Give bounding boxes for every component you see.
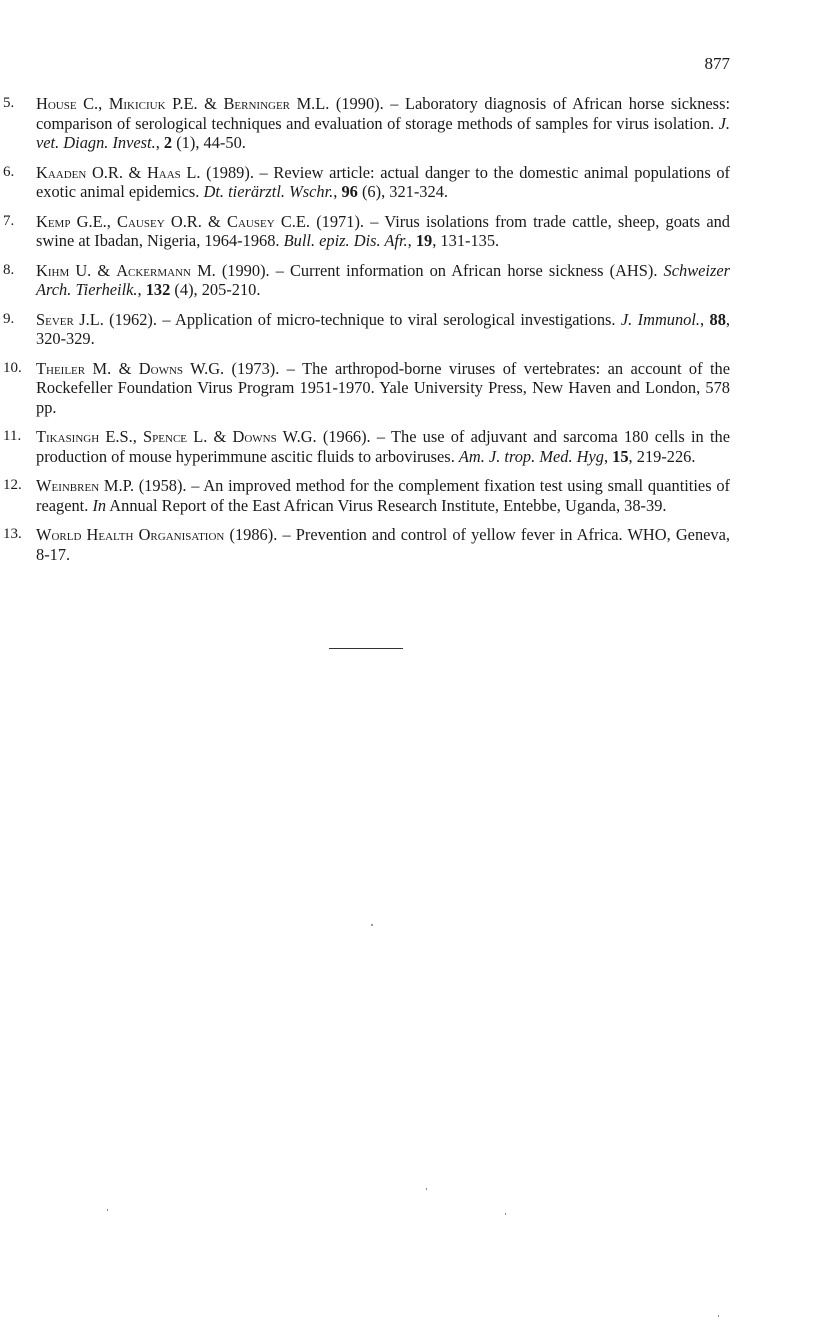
author-name: Mikiciuk (108, 94, 166, 113)
reference-text: , (700, 309, 710, 329)
journal-title: In (92, 495, 107, 515)
journal-title: Bull. epiz. Dis. Afr. (283, 231, 408, 250)
reference-entry (0, 525, 730, 564)
reference-text: U. & (69, 260, 117, 280)
end-rule (329, 648, 403, 649)
reference-text: W.G. (1966). – The use of adjuvant and sarcoma 180 cells in the production of mouse hyperimmune ascitic fluids to arboviruses. (36, 427, 730, 466)
reference-text: M. (1990). – Current information on African horse sickness (AHS). (190, 260, 664, 280)
volume-number: 132 (145, 280, 171, 299)
journal-title: Dt. tierärztl. Wschr. (203, 182, 334, 201)
reference-number: 12. (3, 477, 22, 493)
author-name: Sever (36, 309, 74, 329)
reference-text: C.E. (1971). – Virus isolations from trade cattle, sheep, goats and swine at Ibadan, Nigeria, 1964-1968. (36, 211, 731, 250)
reference-text: , 219-226. (628, 446, 696, 466)
reference-number: 8. (3, 261, 15, 278)
reference-text: , (603, 446, 613, 466)
reference-number: 13. (3, 526, 22, 542)
reference-text: O.R. & (86, 162, 147, 182)
volume-number: 2 (163, 133, 173, 152)
reference-text: , (333, 182, 342, 201)
reference-text: G.E., (70, 211, 118, 231)
reference-text: C., (76, 94, 109, 113)
scan-speck (371, 924, 373, 926)
reference-entry (0, 310, 730, 349)
reference-text: L. (1989). – Review article: actual danger to the domestic animal populations of exotic animal epidemics. (36, 162, 730, 201)
reference-entry (0, 359, 730, 418)
reference-entry (0, 261, 730, 300)
reference-text: M. & (85, 358, 139, 378)
reference-text: (6), 321-324. (357, 182, 448, 201)
scan-speck (505, 1213, 506, 1215)
reference-text: M.P. (1958). – An improved method for the complement fixation test using small quantities of reagent. (36, 476, 730, 515)
reference-text: M.L. (1990). – Laboratory diagnosis of African horse sickness: comparison of serological techniques and evaluation of storage methods of samples for virus isolation. (36, 94, 730, 133)
author-name: House (36, 94, 77, 113)
author-name: Causey (117, 211, 165, 231)
author-name: Ackermann (116, 260, 191, 280)
reference-number: 9. (3, 310, 15, 327)
author-name: Kemp (36, 211, 71, 231)
reference-text: , (155, 133, 164, 152)
reference-number: 7. (3, 212, 15, 229)
author-name: Haas (146, 162, 181, 182)
volume-number: 88 (709, 309, 726, 329)
reference-entry (0, 212, 730, 251)
journal-title: Schweizer Arch. Tierheilk. (36, 260, 730, 299)
reference-text: J.L. (1962). – Application of micro-technique to viral serological investigations. (73, 309, 621, 329)
reference-list (0, 94, 830, 574)
author-name: World Health Organisation (36, 525, 225, 544)
reference-text: , 320-329. (36, 309, 731, 348)
author-name: Spence (143, 427, 187, 446)
author-name: Weinbren (36, 476, 100, 495)
reference-text: , 131-135. (432, 231, 500, 250)
reference-entry (0, 427, 730, 466)
reference-text: , (137, 280, 146, 299)
reference-text: O.R. & (164, 211, 228, 231)
journal-title: J. Immunol. (620, 309, 701, 329)
page-number: 877 (704, 54, 730, 73)
scan-speck (718, 1315, 719, 1317)
author-name: Tikasingh (36, 427, 100, 446)
reference-text: (1), 44-50. (172, 133, 246, 152)
journal-title: Am. J. trop. Med. Hyg (458, 446, 604, 466)
reference-entry (0, 94, 730, 153)
author-name: Berninger (223, 94, 291, 113)
author-name: Downs (232, 427, 277, 446)
volume-number: 96 (341, 182, 358, 201)
reference-text: E.S., (99, 427, 144, 446)
scan-speck (426, 1188, 427, 1190)
reference-text: L. & (187, 427, 233, 446)
author-name: Downs (138, 358, 184, 378)
journal-title: J. vet. Diagn. Invest. (36, 113, 730, 152)
reference-entry (0, 476, 730, 515)
reference-entry (0, 163, 730, 202)
author-name: Causey (227, 211, 275, 231)
reference-text: (1986). – Prevention and control of yellow fever in Africa. WHO, Geneva, 8-17. (36, 525, 730, 564)
reference-text: , (407, 231, 416, 250)
volume-number: 19 (415, 231, 433, 250)
reference-text: (4), 205-210. (170, 280, 261, 299)
reference-number: 6. (3, 163, 15, 180)
author-name: Kaaden (36, 162, 87, 182)
author-name: Theiler (36, 358, 86, 378)
reference-number: 10. (3, 359, 22, 376)
reference-text: W.G. (1973). – The arthropod-borne viruses of vertebrates: an account of the Rockefeller Foundation Virus Program 1951-1970. Yale University Press, New Haven and London, 578 pp. (36, 358, 731, 417)
reference-text: Annual Report of the East African Virus Research Institute, Entebbe, Uganda, 38-39. (106, 495, 667, 515)
author-name: Kihm (36, 260, 70, 280)
volume-number: 15 (612, 446, 629, 466)
reference-number: 5. (3, 95, 15, 111)
scan-speck (107, 1209, 108, 1211)
reference-number: 11. (3, 428, 22, 444)
reference-text: P.E. & (165, 94, 224, 113)
